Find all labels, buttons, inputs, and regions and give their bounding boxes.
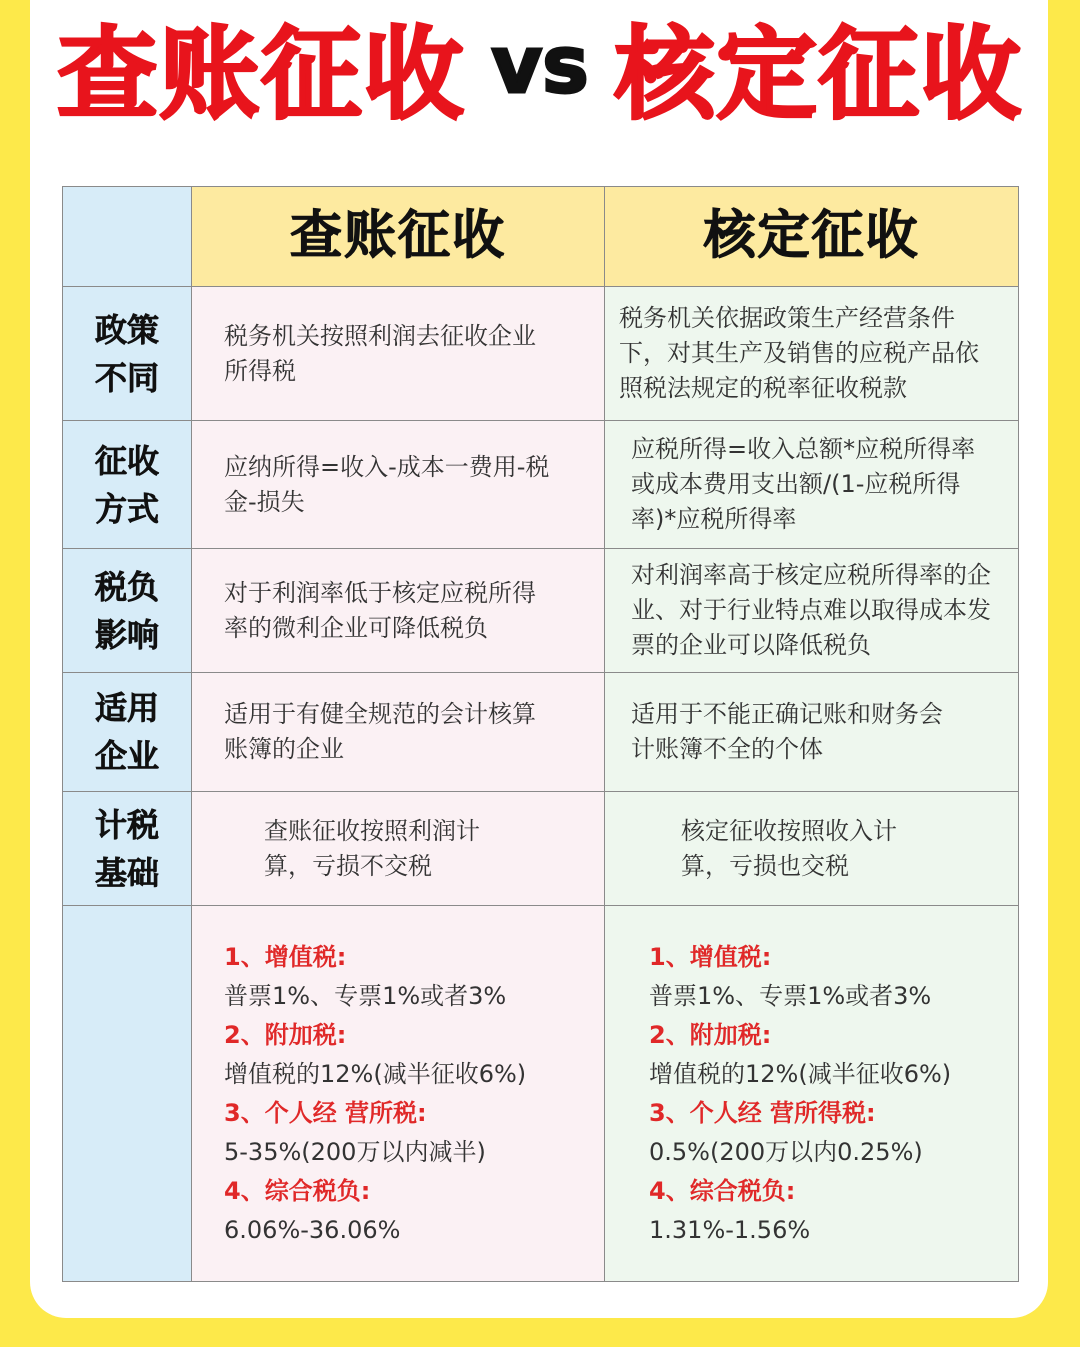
- row-label-method: 征收 方式: [63, 421, 192, 549]
- cell-applicable-audit: 适用于有健全规范的会计核算 账簿的企业: [192, 673, 605, 792]
- cell-impact-audit: 对于利润率低于核定应税所得 率的微利企业可降低税负: [192, 549, 605, 673]
- cell-basis-assessed: 核定征收按照收入计 算，亏损也交税: [605, 792, 1019, 906]
- cell-policy-assessed: 税务机关依据政策生产经营条件 下，对其生产及销售的应税产品依 照税法规定的税率征收税款: [605, 287, 1019, 421]
- header-corner-cell: [63, 187, 192, 287]
- cell-tax-audit: [192, 906, 605, 1282]
- row-label-impact: 税负 影响: [63, 549, 192, 673]
- tax-list-assessed: 1、增值税: 普票1%、专票1%或者3% 2、附加税: 增值税的12%(减半征收6%) 3、个人经 营所得税: 0.5%(200万以内0.25%) 4、综合税负: 1.31%-1.56%: [649, 942, 952, 1244]
- table-row: [63, 673, 1019, 792]
- table-header-row: [63, 187, 1019, 287]
- cell-basis-audit: 查账征收按照利润计 算，亏损不交税: [192, 792, 605, 906]
- cell-impact-assessed: 对利润率高于核定应税所得率的企 业、对于行业特点难以取得成本发 票的企业可以降低税负: [605, 549, 1019, 673]
- row-label-policy: 政策 不同: [63, 287, 192, 421]
- comparison-table: [62, 186, 1019, 1282]
- row-label-empty: [63, 906, 192, 1282]
- header-cell-assessed: 核定征收: [605, 187, 1019, 287]
- tax-list-audit: 1、增值税: 普票1%、专票1%或者3% 2、附加税: 增值税的12%(减半征收6%) 3、个人经 营所税: 5-35%(200万以内减半) 4、综合税负: 6.06%-36.06%: [224, 942, 527, 1244]
- row-label-applicable: 适用 企业: [63, 673, 192, 792]
- table-row: [63, 421, 1019, 549]
- header-cell-audit: 查账征收: [192, 187, 605, 287]
- page-title: [0, 6, 1080, 133]
- cell-method-audit: 应纳所得=收入-成本一费用-税 金-损失: [192, 421, 605, 549]
- title-vs: vs: [491, 21, 589, 111]
- table-row: [63, 792, 1019, 906]
- cell-method-assessed: 应税所得=收入总额*应税所得率 或成本费用支出额/(1-应税所得 率)*应税所得率: [605, 421, 1019, 549]
- cell-tax-assessed: [605, 906, 1019, 1282]
- table-row: [63, 906, 1019, 1282]
- cell-applicable-assessed: 适用于不能正确记账和财务会 计账簿不全的个体: [605, 673, 1019, 792]
- row-label-basis: 计税 基础: [63, 792, 192, 906]
- title-right: 核定征收: [614, 16, 1023, 133]
- title-left: 查账征收: [57, 16, 466, 133]
- table-row: [63, 287, 1019, 421]
- cell-policy-audit: 税务机关按照利润去征收企业 所得税: [192, 287, 605, 421]
- table-row: [63, 549, 1019, 673]
